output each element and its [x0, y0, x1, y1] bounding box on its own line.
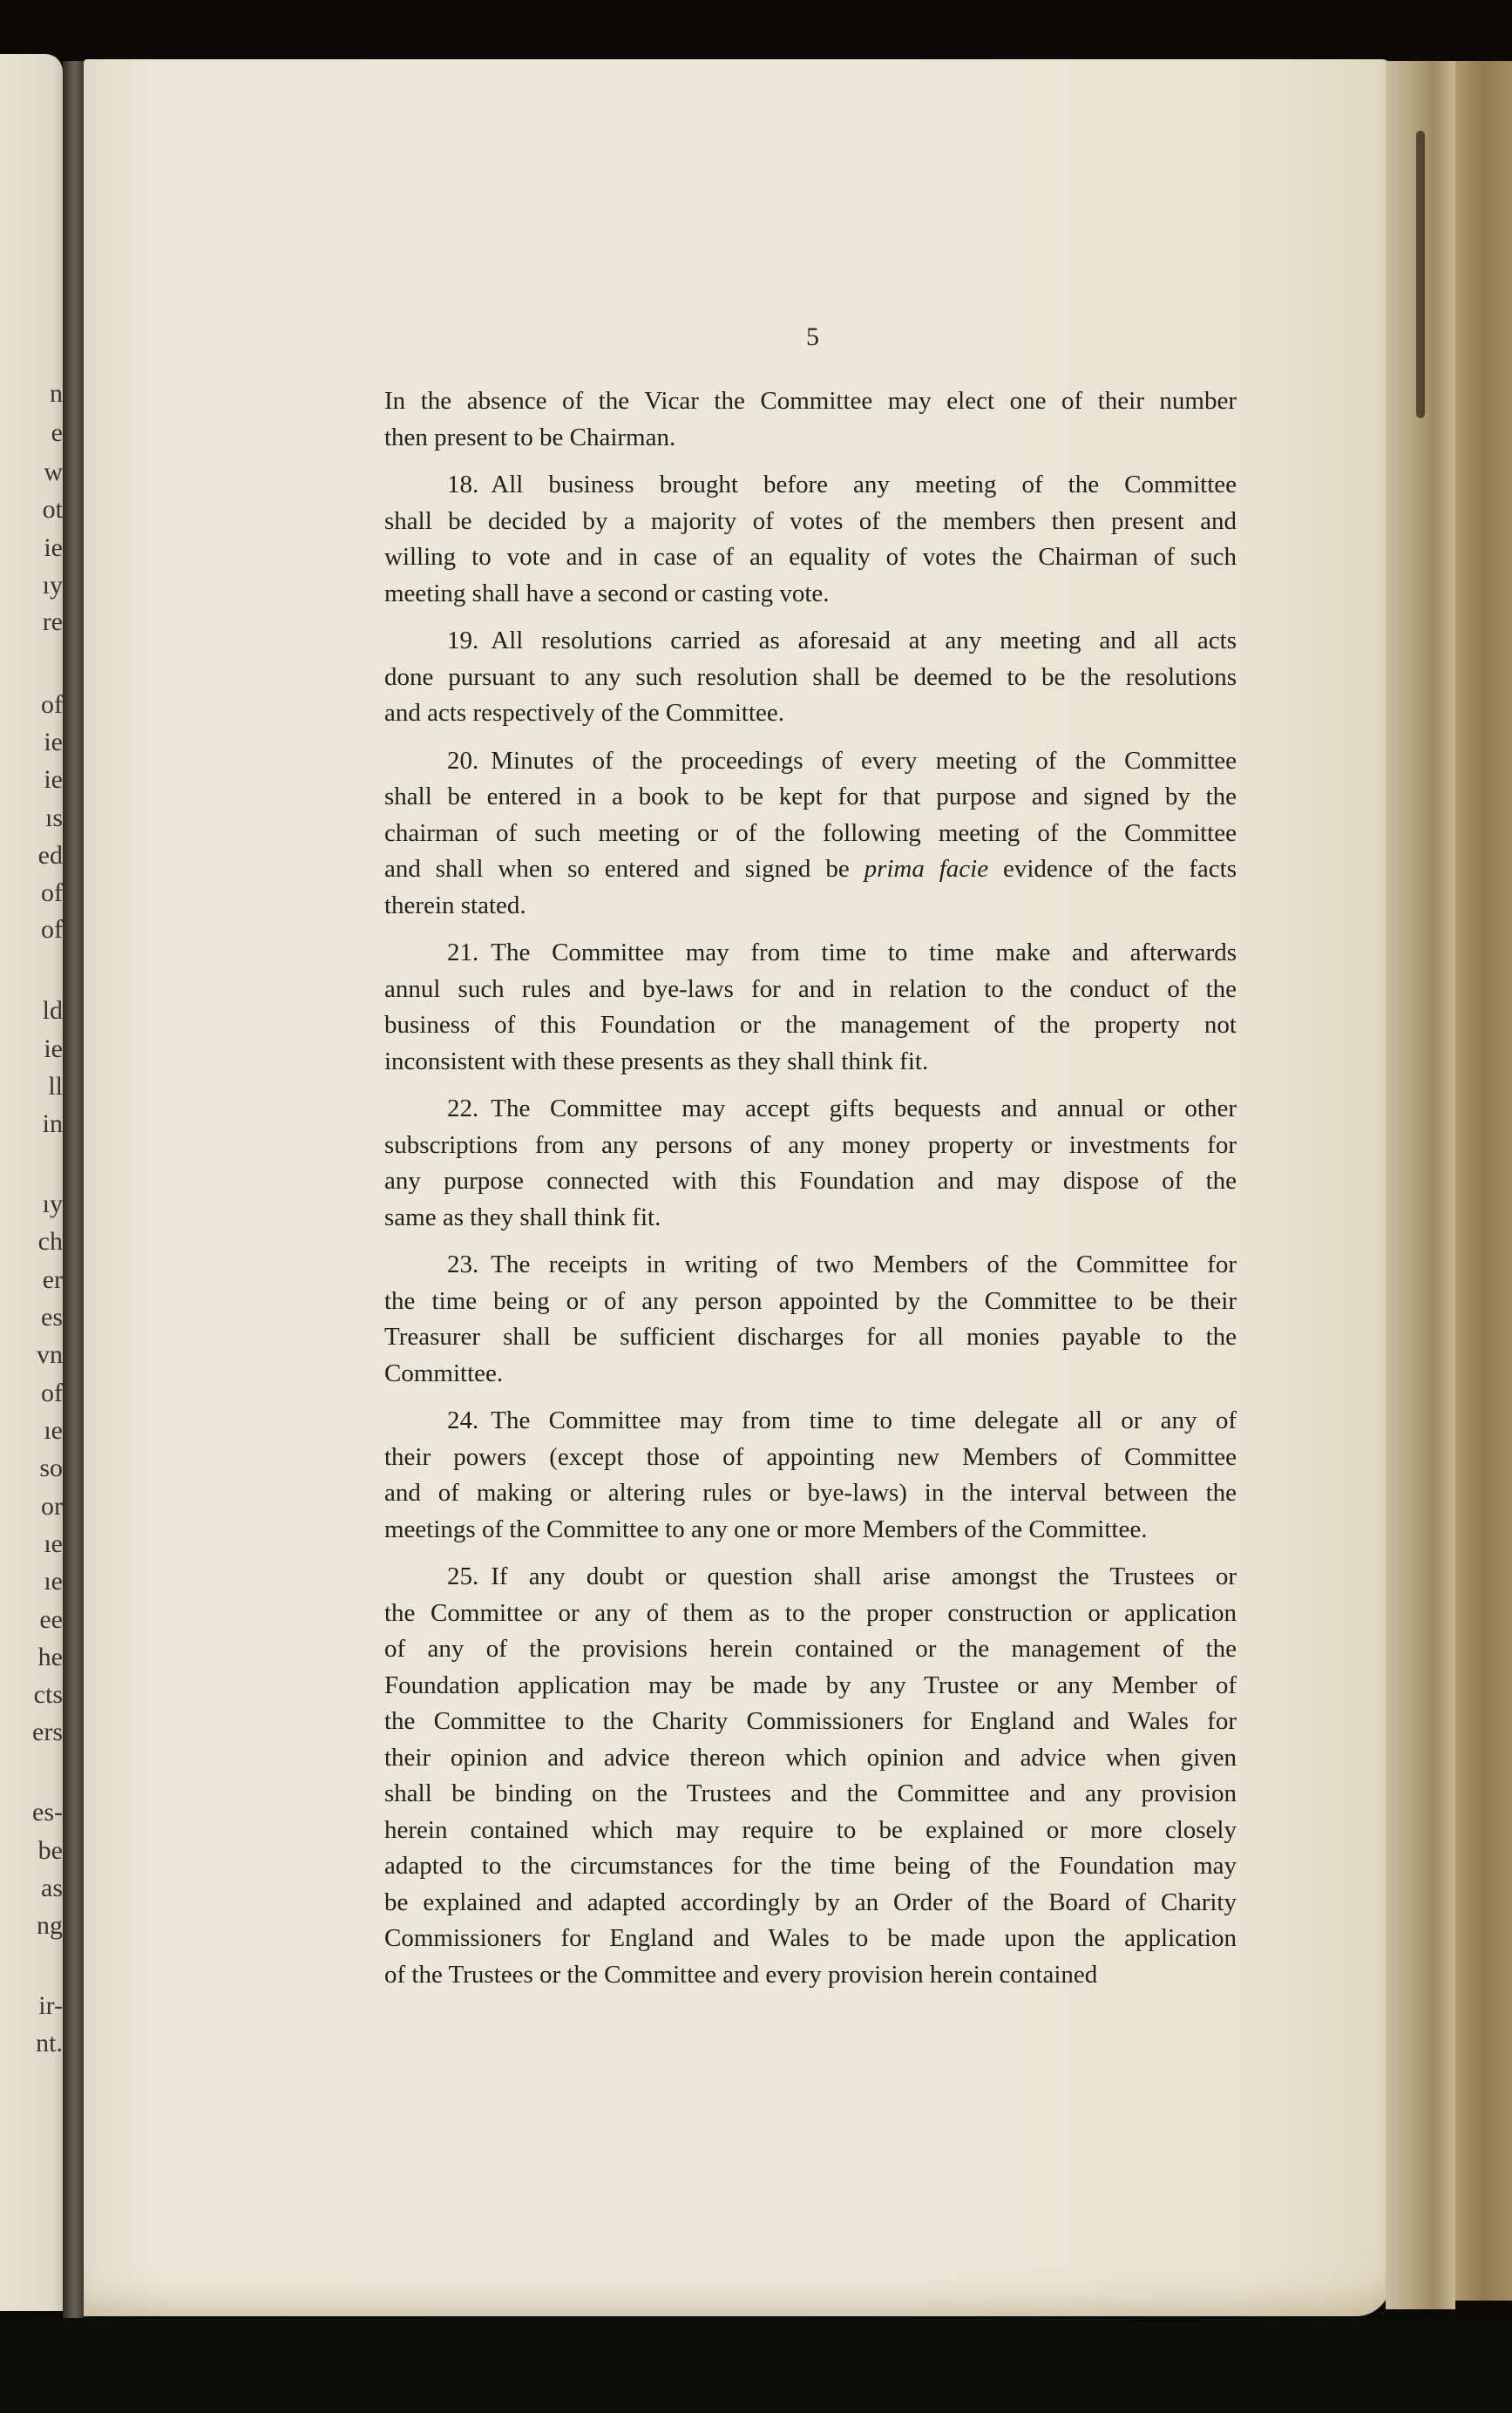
- clause-19: [384, 623, 1237, 732]
- left-page-text-fragment: re: [42, 607, 63, 636]
- left-page-text-fragment: of: [41, 878, 63, 907]
- text-line: [384, 1091, 1237, 1128]
- left-page-text-fragment: w: [44, 458, 63, 486]
- clause-number: 18.: [447, 471, 479, 498]
- text-line: of any of the provisions herein contained or the management of the: [384, 1635, 1237, 1663]
- left-page-text-fragment: ir-: [38, 1991, 63, 2020]
- left-page-text-fragment: ch: [37, 1227, 63, 1256]
- clause-20: [384, 743, 1237, 925]
- left-page-text-fragment: ıs: [44, 803, 63, 832]
- left-page-text-fragment: cts: [33, 1680, 63, 1709]
- left-page-text-fragment: es: [41, 1303, 63, 1332]
- text-line: [384, 623, 1237, 660]
- clause-text: evidence of the facts: [988, 855, 1237, 883]
- text-line: Treasurer shall be sufficient discharges for all monies payable to the: [384, 1323, 1237, 1351]
- clause-25: [384, 1559, 1237, 1993]
- left-page-text-fragment: vn: [37, 1340, 63, 1369]
- left-page-text-fragment: ıy: [42, 1190, 63, 1218]
- text-line: [384, 1559, 1237, 1596]
- text-line: any purpose connected with this Foundation and may dispose of the: [384, 1167, 1237, 1195]
- clause-23: [384, 1247, 1237, 1392]
- text-line: [384, 935, 1237, 972]
- text-line: [384, 1247, 1237, 1284]
- text-line: the time being or of any person appointed by the Committee to be their: [384, 1286, 1237, 1315]
- left-page-text-fragment: as: [41, 1874, 63, 1902]
- clause-21: [384, 935, 1237, 1080]
- text-line: annul such rules and bye-laws for and in relation to the conduct of the: [384, 974, 1237, 1003]
- left-page-text-fragment: of: [41, 690, 63, 719]
- left-page-text-fragment: be: [37, 1836, 63, 1865]
- left-page-text-fragment: ie: [44, 728, 63, 756]
- left-page-text-fragment: ıe: [44, 1416, 63, 1445]
- text-line: [384, 743, 1237, 780]
- text-line: and acts respectively of the Committee.: [384, 699, 785, 727]
- clause-number: 24.: [447, 1406, 479, 1434]
- text-line: inconsistent with these presents as they shall think fit.: [384, 1047, 929, 1075]
- clause-text: The Committee may from time to time make and afterwards: [491, 939, 1237, 966]
- left-page-text-fragment: ie: [44, 1034, 63, 1063]
- book-gutter: [63, 61, 84, 2318]
- left-page-text-fragment: e: [51, 418, 63, 447]
- left-page-text-fragment: es-: [32, 1798, 63, 1827]
- book-cover-bottom: [0, 2318, 1512, 2413]
- text-line: their opinion and advice thereon which opinion and advice when given: [384, 1743, 1237, 1772]
- clause-text: The receipts in writing of two Members of the Committee for: [491, 1251, 1237, 1278]
- text-line: subscriptions from any persons of any money property or investments for: [384, 1130, 1237, 1159]
- left-page-text-fragment: ıe: [44, 1529, 63, 1558]
- text-line: adapted to the circumstances for the time being of the Foundation may: [384, 1852, 1237, 1880]
- page-number: 5: [806, 322, 819, 351]
- text-line: business of this Foundation or the management of the property not: [384, 1011, 1237, 1039]
- page-body: [384, 383, 1237, 2004]
- left-page-text-fragment: n: [50, 379, 63, 408]
- clause-24: [384, 1403, 1237, 1548]
- text-line: Foundation application may be made by any Trustee or any Member of: [384, 1671, 1237, 1699]
- text-line: herein contained which may require to be explained or more closely: [384, 1815, 1237, 1844]
- clause-number: 25.: [447, 1562, 479, 1590]
- clause-text: The Committee may from time to time delegate all or any of: [491, 1406, 1237, 1434]
- left-page-text-fragment: ot: [42, 495, 63, 524]
- left-page-text-fragment: ıy: [42, 571, 63, 600]
- left-page-text-fragment: ll: [48, 1072, 63, 1101]
- text-line: [384, 851, 1237, 888]
- opening-paragraph: [384, 383, 1237, 456]
- left-page-text-fragment: of: [41, 915, 63, 944]
- text-line: therein stated.: [384, 891, 526, 919]
- previous-page-edge: [0, 54, 63, 2311]
- text-line: the Committee to the Charity Commissioners for England and Wales for: [384, 1707, 1237, 1735]
- left-page-text-fragment: ee: [39, 1605, 63, 1634]
- clause-number: 23.: [447, 1251, 479, 1278]
- clause-22: [384, 1091, 1237, 1236]
- text-line: shall be binding on the Trustees and the Committee and any provision: [384, 1779, 1237, 1807]
- clause-number: 22.: [447, 1095, 479, 1122]
- clause-18: [384, 467, 1237, 612]
- clause-text: and shall when so entered and signed be: [384, 855, 864, 883]
- text-line: same as they shall think fit.: [384, 1203, 661, 1231]
- text-line: then present to be Chairman.: [384, 423, 676, 451]
- text-line: their powers (except those of appointing new Members of Committee: [384, 1442, 1237, 1471]
- clause-list: [384, 467, 1237, 1993]
- left-page-text-fragment: or: [41, 1492, 63, 1521]
- clause-text: All resolutions carried as aforesaid at any meeting and all acts: [491, 627, 1237, 654]
- text-line: [384, 467, 1237, 504]
- left-page-text-fragment: ng: [37, 1911, 63, 1940]
- paper-tear: [1416, 131, 1425, 418]
- clause-text: All business brought before any meeting of the Committee: [491, 471, 1237, 498]
- left-page-text-fragment: ers: [32, 1718, 63, 1746]
- text-line: Commissioners for England and Wales to be made upon the application: [384, 1924, 1237, 1952]
- text-line: willing to vote and in case of an equality of votes the Chairman of such: [384, 543, 1237, 571]
- left-page-text-fragment: er: [42, 1265, 63, 1294]
- text-line: and of making or altering rules or bye-laws) in the interval between the: [384, 1479, 1237, 1507]
- text-line: of the Trustees or the Committee and every provision herein contained: [384, 1960, 1098, 1989]
- italic-phrase: prima facie: [864, 855, 989, 883]
- text-line: chairman of such meeting or of the following meeting of the Committee: [384, 818, 1237, 847]
- left-page-text-fragment: nt.: [36, 2029, 63, 2057]
- text-line: the Committee or any of them as to the proper construction or application: [384, 1598, 1237, 1627]
- text-line: shall be decided by a majority of votes of the members then present and: [384, 506, 1237, 535]
- left-page-text-fragment: ie: [44, 765, 63, 794]
- clause-text: The Committee may accept gifts bequests and annual or other: [491, 1095, 1237, 1122]
- text-line: done pursuant to any such resolution shall be deemed to be the resolutions: [384, 662, 1237, 691]
- text-line: meetings of the Committee to any one or more Members of the Committee.: [384, 1515, 1148, 1543]
- left-page-text-fragment: of: [41, 1379, 63, 1407]
- left-page-text-fragment: in: [42, 1109, 63, 1138]
- clause-number: 20.: [447, 746, 479, 775]
- clause-number: 21.: [447, 939, 479, 966]
- text-line: Committee.: [384, 1359, 504, 1387]
- text-line: meeting shall have a second or casting vote.: [384, 579, 830, 607]
- clause-number: 19.: [447, 627, 479, 654]
- left-page-text-fragment: ıe: [44, 1567, 63, 1596]
- clause-text: If any doubt or question shall arise amongst the Trustees or: [491, 1562, 1237, 1590]
- text-line: shall be entered in a book to be kept for that purpose and signed by the: [384, 783, 1237, 810]
- left-page-text-fragment: he: [37, 1643, 63, 1671]
- book-cover-edge: [1455, 61, 1512, 2301]
- left-page-text-fragment: so: [39, 1454, 63, 1482]
- text-line: be explained and adapted accordingly by an Order of the Board of Charity: [384, 1888, 1237, 1916]
- left-page-text-fragment: ie: [44, 533, 63, 562]
- left-page-text-fragment: ld: [42, 996, 63, 1025]
- left-page-text-fragment: ed: [37, 841, 63, 870]
- clause-text: Minutes of the proceedings of every meeting of the Committee: [491, 746, 1237, 775]
- text-line: In the absence of the Vicar the Committee may elect one of their number: [384, 387, 1237, 415]
- text-line: [384, 1403, 1237, 1440]
